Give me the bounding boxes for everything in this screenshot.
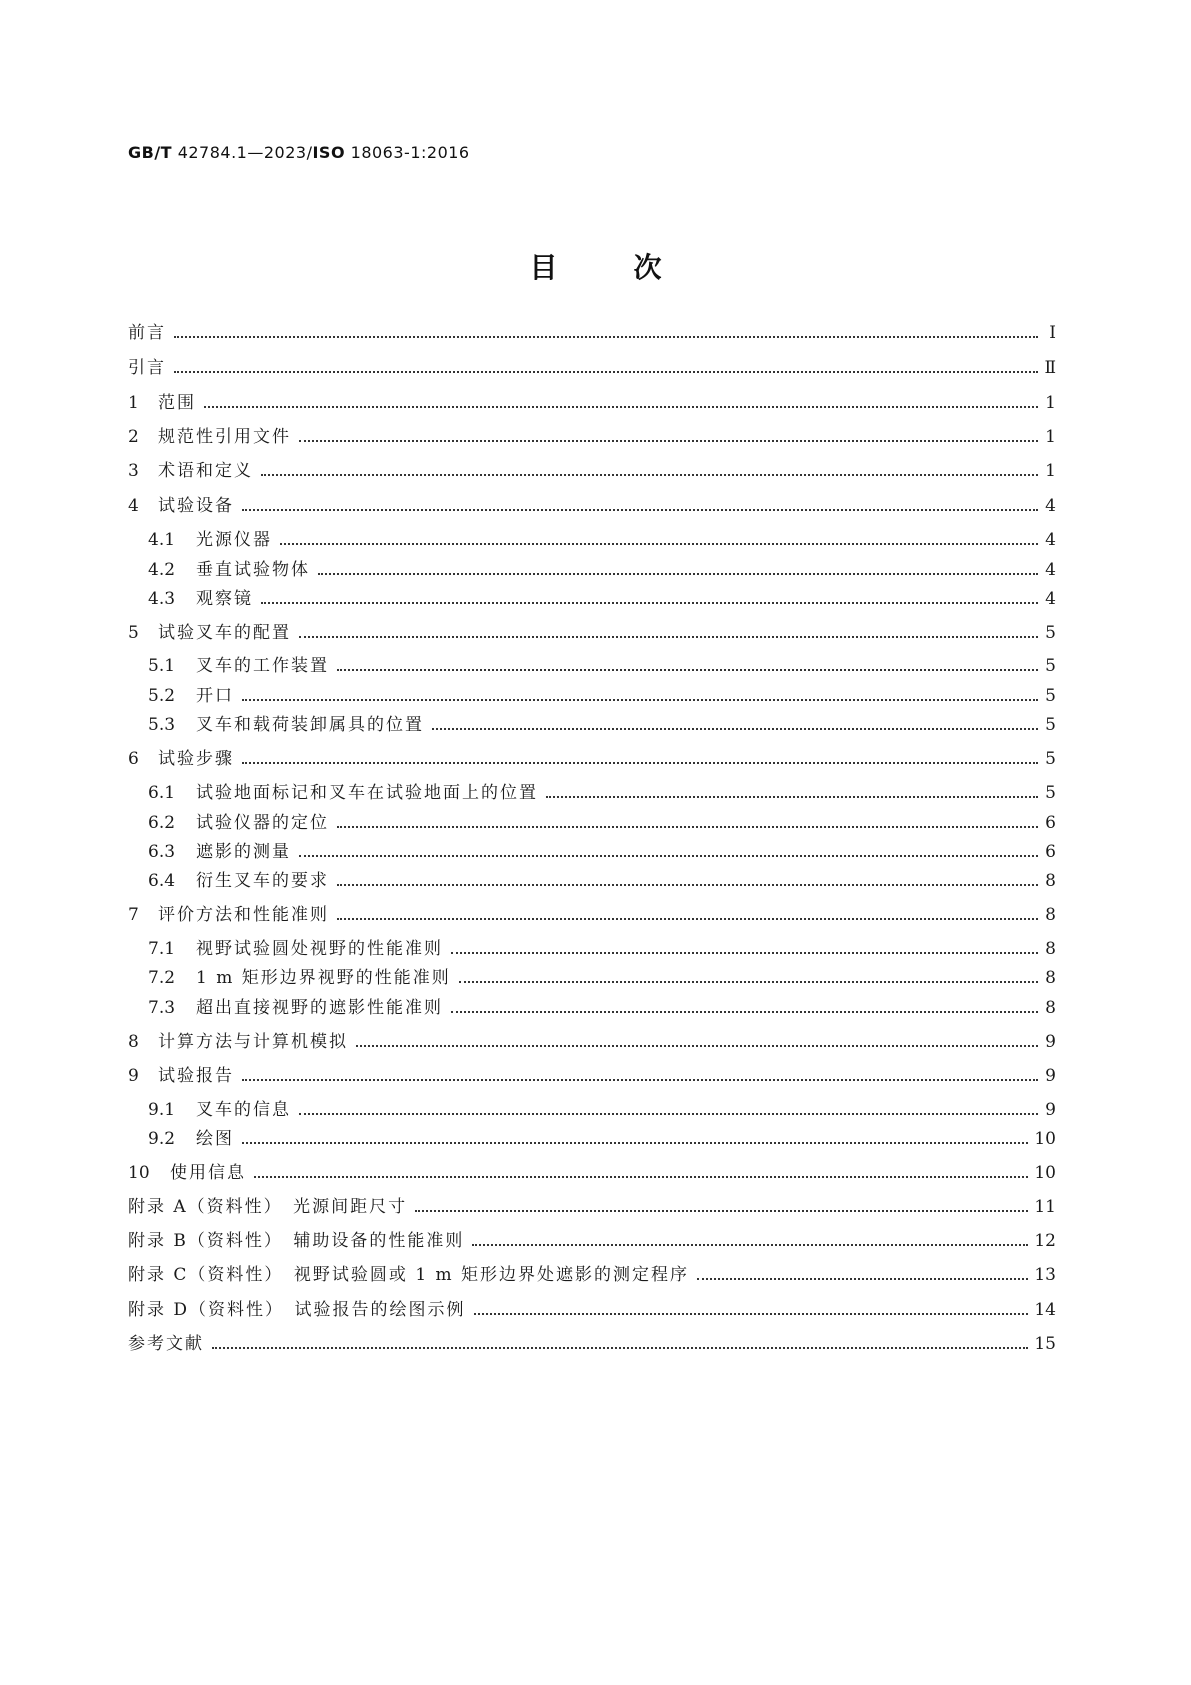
toc-entry-page-number: 4	[1045, 496, 1056, 516]
toc-entry[interactable]	[128, 388, 1056, 414]
toc-entry[interactable]	[148, 993, 1056, 1019]
toc-entry-number: 6	[128, 749, 139, 769]
toc-entry-number: 1	[128, 393, 139, 413]
toc-entry-page-number: 1	[1045, 393, 1056, 413]
toc-dot-leader	[337, 668, 1038, 671]
toc-entry-number: 5.1	[148, 656, 176, 676]
toc-entry-number: 5.2	[148, 686, 176, 706]
toc-dot-leader	[299, 1112, 1038, 1115]
toc-dot-leader	[356, 1044, 1038, 1047]
toc-entry[interactable]	[148, 934, 1056, 960]
toc-entry-label: 附录 D（资料性） 试验报告的绘图示例	[128, 1300, 466, 1320]
toc-entry-page-number: 5	[1045, 715, 1056, 735]
toc-entry-label: 试验设备	[158, 496, 234, 516]
toc-dot-leader	[174, 335, 1038, 338]
toc-entry-page-number: 8	[1045, 968, 1056, 988]
toc-dot-leader	[337, 917, 1038, 920]
toc-entry-number: 5	[128, 623, 139, 643]
toc-entry-label: 观察镜	[196, 589, 253, 609]
toc-entry-page-number: 13	[1034, 1265, 1056, 1285]
toc-entry-page-number: 8	[1045, 939, 1056, 959]
toc-entry-number: 9.1	[148, 1100, 176, 1120]
toc-entry[interactable]	[148, 866, 1056, 892]
toc-entry[interactable]	[128, 1061, 1056, 1087]
toc-entry-page-number: 4	[1045, 530, 1056, 550]
toc-entry-number: 6.1	[148, 783, 176, 803]
toc-dot-leader	[697, 1277, 1028, 1280]
toc-entry[interactable]	[148, 1124, 1056, 1150]
toc-entry[interactable]	[148, 651, 1056, 677]
toc-entry-label: 试验步骤	[158, 749, 234, 769]
toc-entry-page-number: 1	[1045, 461, 1056, 481]
toc-entry-page-number: Ⅱ	[1044, 358, 1056, 378]
toc-dot-leader	[254, 1175, 1028, 1178]
toc-entry-page-number: 5	[1045, 686, 1056, 706]
iso-code: ISO	[312, 143, 346, 162]
toc-entry[interactable]	[128, 1295, 1056, 1321]
toc-entry-number: 4.2	[148, 560, 176, 580]
toc-entry-page-number: 6	[1045, 813, 1056, 833]
toc-entry-number: 7.3	[148, 998, 176, 1018]
toc-entry[interactable]	[128, 1027, 1056, 1053]
toc-entry-number: 6.2	[148, 813, 176, 833]
toc-entry-label: 术语和定义	[158, 461, 253, 481]
toc-entry-label: 试验报告	[158, 1066, 234, 1086]
toc-entry-number: 3	[128, 461, 139, 481]
toc-dot-leader	[242, 698, 1038, 701]
toc-entry-label: 附录 A（资料性） 光源间距尺寸	[128, 1197, 408, 1217]
toc-entry[interactable]	[128, 618, 1056, 644]
toc-dot-leader	[472, 1243, 1028, 1246]
toc-dot-leader	[261, 601, 1038, 604]
page-title: 目次	[529, 251, 738, 284]
toc-entry-number: 6.4	[148, 871, 176, 891]
toc-entry-label: 超出直接视野的遮影性能准则	[196, 998, 443, 1018]
toc-entry-number: 4	[128, 496, 139, 516]
toc-dot-leader	[242, 1078, 1038, 1081]
toc-entry-page-number: 5	[1045, 749, 1056, 769]
toc-entry[interactable]	[128, 1260, 1056, 1286]
toc-entry-label: 光源仪器	[196, 530, 272, 550]
toc-entry-page-number: 1	[1045, 427, 1056, 447]
toc-entry-page-number: 4	[1045, 560, 1056, 580]
toc-entry-page-number: 15	[1034, 1334, 1056, 1354]
standard-code: GB/T	[128, 143, 173, 162]
toc-entry-label: 使用信息	[170, 1163, 246, 1183]
toc-entry-label: 叉车的信息	[196, 1100, 291, 1120]
toc-dot-leader	[474, 1312, 1029, 1315]
toc-entry-label: 附录 C（资料性） 视野试验圆或 1 m 矩形边界处遮影的测定程序	[128, 1265, 690, 1285]
document-header	[128, 143, 470, 162]
toc-entry-page-number: 8	[1045, 905, 1056, 925]
toc-entry[interactable]	[128, 744, 1056, 770]
toc-entry-label: 前言	[128, 323, 166, 343]
toc-entry-page-number: 5	[1045, 623, 1056, 643]
toc-entry-label: 绘图	[196, 1129, 234, 1149]
toc-dot-leader	[280, 542, 1038, 545]
toc-dot-leader	[415, 1209, 1028, 1212]
toc-entry-number: 4.1	[148, 530, 176, 550]
toc-entry-page-number: 10	[1034, 1129, 1056, 1149]
toc-dot-leader	[432, 727, 1038, 730]
toc-entry[interactable]	[128, 422, 1056, 448]
toc-entry[interactable]	[128, 1329, 1056, 1355]
toc-entry-label: 叉车和载荷装卸属具的位置	[196, 715, 424, 735]
toc-entry[interactable]	[148, 808, 1056, 834]
toc-entry-number: 6.3	[148, 842, 176, 862]
toc-entry-page-number: 12	[1034, 1231, 1056, 1251]
toc-entry[interactable]	[128, 318, 1056, 344]
toc-dot-leader	[318, 572, 1038, 575]
toc-entry[interactable]	[128, 900, 1056, 926]
toc-entry-page-number: 9	[1045, 1100, 1056, 1120]
toc-dot-leader	[451, 951, 1038, 954]
toc-entry-label: 垂直试验物体	[196, 560, 310, 580]
toc-entry-label: 试验仪器的定位	[196, 813, 329, 833]
toc-entry-number: 4.3	[148, 589, 176, 609]
toc-dot-leader	[299, 439, 1038, 442]
toc-entry[interactable]	[128, 1158, 1056, 1184]
toc-entry-number: 9	[128, 1066, 139, 1086]
toc-entry-number: 7.1	[148, 939, 176, 959]
toc-entry[interactable]	[148, 837, 1056, 863]
toc-entry-number: 7	[128, 905, 139, 925]
toc-entry-label: 开口	[196, 686, 234, 706]
toc-entry-number: 10	[128, 1163, 150, 1183]
toc-entry-page-number: 9	[1045, 1032, 1056, 1052]
toc-entry-label: 1 m 矩形边界视野的性能准则	[196, 968, 451, 988]
toc-entry-label: 计算方法与计算机模拟	[158, 1032, 348, 1052]
toc-entry-label: 参考文献	[128, 1334, 204, 1354]
toc-dot-leader	[337, 825, 1038, 828]
toc-entry-page-number: 8	[1045, 998, 1056, 1018]
toc-dot-leader	[337, 883, 1038, 886]
toc-entry[interactable]	[128, 456, 1056, 482]
toc-entry-label: 衍生叉车的要求	[196, 871, 329, 891]
toc-entry-page-number: 8	[1045, 871, 1056, 891]
toc-dot-leader	[546, 795, 1038, 798]
toc-entry-page-number: 9	[1045, 1066, 1056, 1086]
toc-entry[interactable]	[128, 1192, 1056, 1218]
toc-entry-label: 试验叉车的配置	[158, 623, 291, 643]
standard-number: 42784.1—2023/	[177, 143, 313, 162]
toc-entry-page-number: 5	[1045, 656, 1056, 676]
toc-dot-leader	[242, 761, 1038, 764]
toc-entry-number: 2	[128, 427, 139, 447]
toc-entry-label: 评价方法和性能准则	[158, 905, 329, 925]
toc-entry[interactable]	[128, 353, 1056, 379]
toc-entry-label: 试验地面标记和叉车在试验地面上的位置	[196, 783, 538, 803]
toc-entry-label: 引言	[128, 358, 166, 378]
toc-dot-leader	[451, 1010, 1038, 1013]
toc-entry-number: 5.3	[148, 715, 176, 735]
toc-entry-page-number: 10	[1034, 1163, 1056, 1183]
toc-dot-leader	[299, 854, 1038, 857]
toc-dot-leader	[242, 1141, 1028, 1144]
toc-entry-label: 规范性引用文件	[158, 427, 291, 447]
toc-dot-leader	[204, 405, 1038, 408]
toc-entry[interactable]	[148, 681, 1056, 707]
toc-entry[interactable]	[148, 555, 1056, 581]
toc-dot-leader	[459, 980, 1038, 983]
toc-dot-leader	[174, 370, 1038, 373]
toc-entry[interactable]	[148, 525, 1056, 551]
toc-entry-label: 遮影的测量	[196, 842, 291, 862]
toc-entry[interactable]	[148, 1095, 1056, 1121]
toc-entry-label: 视野试验圆处视野的性能准则	[196, 939, 443, 959]
toc-entry-page-number: 14	[1034, 1300, 1056, 1320]
toc-entry-page-number: 6	[1045, 842, 1056, 862]
toc-entry-page-number: 4	[1045, 589, 1056, 609]
toc-entry-label: 范围	[158, 393, 196, 413]
toc-dot-leader	[242, 508, 1038, 511]
toc-entry[interactable]	[148, 584, 1056, 610]
toc-entry-number: 8	[128, 1032, 139, 1052]
toc-entry-label: 叉车的工作装置	[196, 656, 329, 676]
toc-entry[interactable]	[148, 778, 1056, 804]
toc-entry-number: 7.2	[148, 968, 176, 988]
toc-entry[interactable]	[148, 963, 1056, 989]
toc-entry-page-number: 5	[1045, 783, 1056, 803]
toc-entry-number: 9.2	[148, 1129, 176, 1149]
toc-entry-page-number: 11	[1034, 1197, 1056, 1217]
toc-entry[interactable]	[148, 710, 1056, 736]
toc-entry[interactable]	[128, 1226, 1056, 1252]
iso-number: 18063-1:2016	[350, 143, 470, 162]
toc-entry-label: 附录 B（资料性） 辅助设备的性能准则	[128, 1231, 465, 1251]
toc-entry[interactable]	[128, 491, 1056, 517]
toc-dot-leader	[212, 1346, 1028, 1349]
toc-entry-page-number: Ⅰ	[1049, 323, 1056, 343]
toc-dot-leader	[261, 473, 1038, 476]
toc-dot-leader	[299, 635, 1038, 638]
